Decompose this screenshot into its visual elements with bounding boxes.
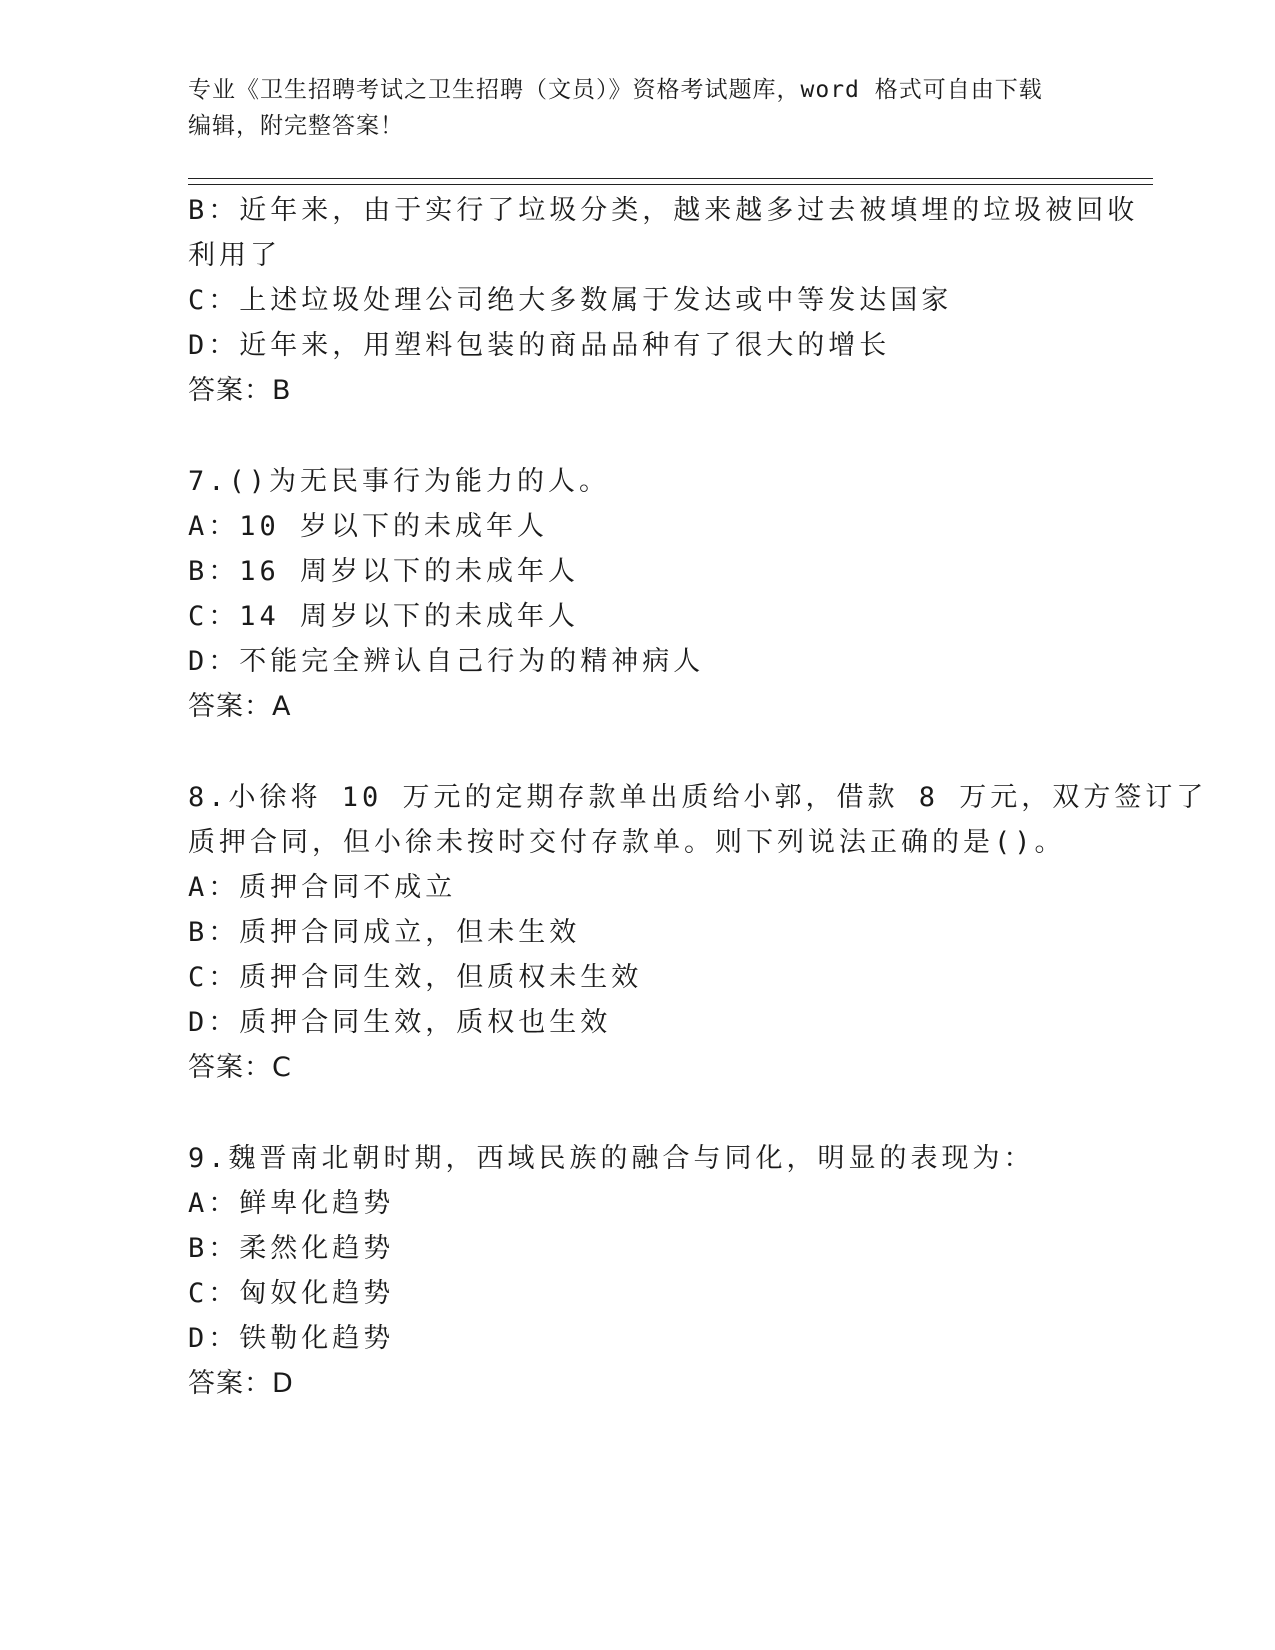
question-9-block <box>188 1136 1088 1406</box>
option-d: D：铁勒化趋势 <box>188 1323 395 1354</box>
spacer <box>188 1090 1088 1136</box>
option-a: A：10 岁以下的未成年人 <box>188 511 549 542</box>
option-b: B：柔然化趋势 <box>188 1233 395 1264</box>
option-c: C：上述垃圾处理公司绝大多数属于发达或中等发达国家 <box>188 285 953 316</box>
option-b: B：近年来，由于实行了垃圾分类，越来越多过去被填埋的垃圾被回收 <box>188 195 1139 226</box>
header-divider <box>188 178 1153 185</box>
option-b: B：质押合同成立，但未生效 <box>188 917 581 948</box>
header-line-2: 编辑，附完整答案！ <box>188 113 404 139</box>
question-list <box>188 188 1208 1406</box>
option-c: C：14 周岁以下的未成年人 <box>188 601 580 632</box>
question-6-block <box>188 188 1139 413</box>
spacer <box>188 729 1088 775</box>
question-text: 8.小徐将 10 万元的定期存款单出质给小郭，借款 8 万元，双方签订了 <box>188 782 1208 813</box>
answer: 答案：A <box>188 691 292 722</box>
question-8-block <box>188 775 1208 1090</box>
spacer <box>188 413 1088 459</box>
header-line-1: 专业《卫生招聘考试之卫生招聘（文员）》资格考试题库，word 格式可自由下载 <box>188 77 1043 103</box>
option-a: A：质押合同不成立 <box>188 872 457 903</box>
answer: 答案：D <box>188 1368 294 1399</box>
option-c: C：匈奴化趋势 <box>188 1278 395 1309</box>
question-text: 7.()为无民事行为能力的人。 <box>188 466 611 497</box>
document-header <box>188 72 1068 144</box>
answer: 答案：C <box>188 1052 292 1083</box>
option-c: C：质押合同生效，但质权未生效 <box>188 962 643 993</box>
answer: 答案：B <box>188 375 292 406</box>
option-b-continued: 利用了 <box>188 240 281 271</box>
question-7-block <box>188 459 1088 729</box>
option-d: D：不能完全辨认自己行为的精神病人 <box>188 646 705 677</box>
option-d: D：质押合同生效，质权也生效 <box>188 1007 612 1038</box>
option-d: D：近年来，用塑料包装的商品品种有了很大的增长 <box>188 330 891 361</box>
question-text-continued: 质押合同，但小徐未按时交付存款单。则下列说法正确的是()。 <box>188 827 1066 858</box>
option-a: A：鲜卑化趋势 <box>188 1188 395 1219</box>
question-text: 9.魏晋南北朝时期，西域民族的融合与同化，明显的表现为： <box>188 1143 1035 1174</box>
option-b: B：16 周岁以下的未成年人 <box>188 556 580 587</box>
